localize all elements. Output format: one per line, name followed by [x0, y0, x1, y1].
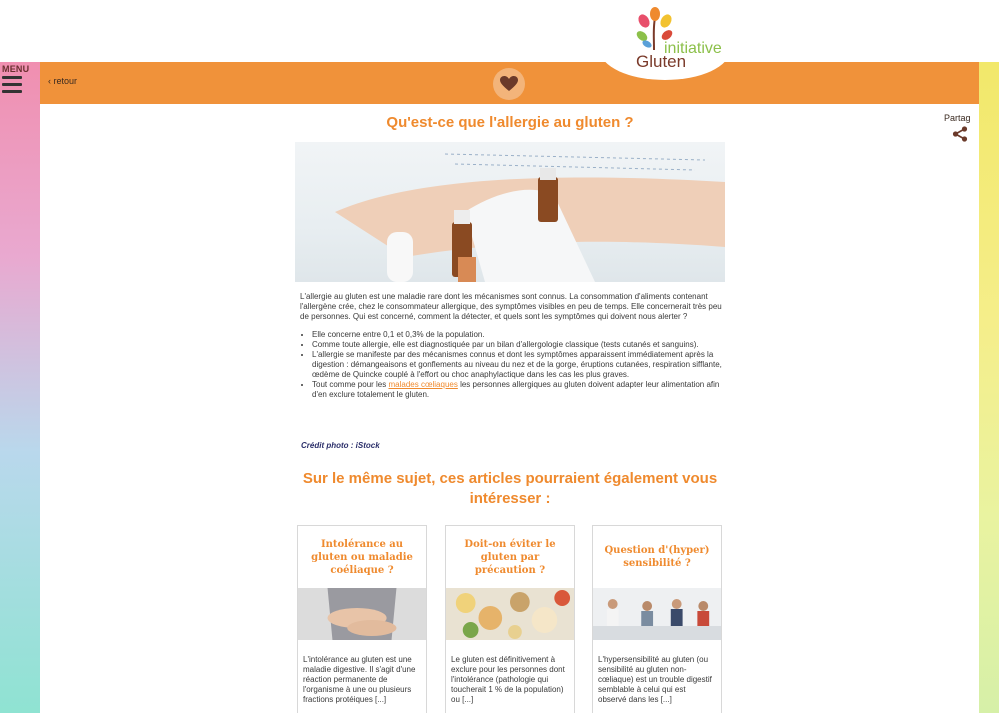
- article-bullet-list: [300, 330, 722, 400]
- related-card[interactable]: [592, 525, 722, 713]
- list-item: • Elle concerne entre 0,1 et 0,3% de la population.: [312, 330, 722, 340]
- top-header: [0, 0, 999, 62]
- menu-button[interactable]: [0, 64, 32, 97]
- related-card-image: [446, 588, 574, 640]
- logo-text-initiative: initiative: [664, 40, 722, 57]
- article-title: Qu'est-ce que l'allergie au gluten ?: [386, 114, 634, 131]
- share-label: Partag: [944, 113, 971, 123]
- celiac-link[interactable]: malades cœliaques: [388, 380, 458, 389]
- related-card-title[interactable]: Doit-on éviter le gluten par précaution ?: [464, 538, 556, 576]
- photo-credit: Crédit photo : iStock: [301, 441, 380, 450]
- related-card-excerpt: Le gluten est définitivement à exclure pour les personnes dont l'intolérance (pathologie qui toucherait 1 % de la population) ou [...]: [451, 655, 565, 704]
- left-gradient-strip: [0, 62, 40, 713]
- back-link[interactable]: ‹ retour: [48, 76, 78, 86]
- article-intro: L'allergie au gluten est une maladie rare dont les mécanismes sont connus. La consommation d'aliments contenant l'allergène crée, chez le consommateur allergique, des symptômes visibles en peu de temps. Elle concernerait très peu de personnes. Qui est concerné, comment la détecter, et quels sont les symptômes qui doivent nous alerter ?: [300, 292, 722, 321]
- bullet-text: Tout comme pour les: [312, 380, 389, 389]
- related-card-excerpt: L'hypersensibilité au gluten (ou sensibilité au gluten non-cœliaque) est un trouble digestif semblable à celui qui est observé dans les [...]: [598, 655, 712, 704]
- menu-label: MENU: [2, 64, 30, 74]
- bullet-text: les personnes allergiques au gluten doivent adapter leur alimentation afin d'en exclure totalement le gluten.: [312, 380, 720, 399]
- right-gradient-strip: [979, 62, 999, 713]
- list-item: [312, 380, 722, 400]
- related-articles-title: Sur le même sujet, ces articles pourraient également vous intéresser :: [302, 470, 718, 507]
- list-item: • Comme toute allergie, elle est diagnostiquée par un bilan d'allergologie classique (tests cutanés et sanguins).: [312, 340, 722, 350]
- favorite-button[interactable]: [493, 68, 525, 100]
- related-card-image: [593, 588, 721, 640]
- related-card-excerpt: L'intolérance au gluten est une maladie digestive. Il s'agit d'une réaction permanente de l'organisme à une ou plusieurs fractions protéiques [...]: [303, 655, 416, 704]
- share-icon: [952, 126, 968, 142]
- related-card-image: [298, 588, 426, 640]
- list-item: • L'allergie se manifeste par des mécanismes connus et dont les symptômes apparaissent immédiatement après la digestion : démangeaisons et gonflements au niveau du nez et de la gorge, éruptions cutanées, respiration sifflante, œdème de Quincke couplé à l'effort ou choc anaphylactique dans les cas les plus graves.: [312, 350, 722, 380]
- related-card-title[interactable]: Intolérance au gluten ou maladie coéliaque ?: [311, 538, 413, 576]
- share-button[interactable]: [944, 113, 971, 147]
- logo-text-gluten: Gluten: [636, 52, 687, 71]
- article-body: [300, 292, 722, 400]
- nav-bar: [40, 62, 979, 104]
- site-logo[interactable]: [600, 0, 730, 80]
- related-card[interactable]: [297, 525, 427, 713]
- related-card[interactable]: [445, 525, 575, 713]
- heart-icon: [500, 76, 518, 92]
- menu-icon: [2, 76, 22, 93]
- related-card-title[interactable]: Question d'(hyper) sensibilité ?: [604, 545, 710, 569]
- article-hero-image: [295, 142, 725, 282]
